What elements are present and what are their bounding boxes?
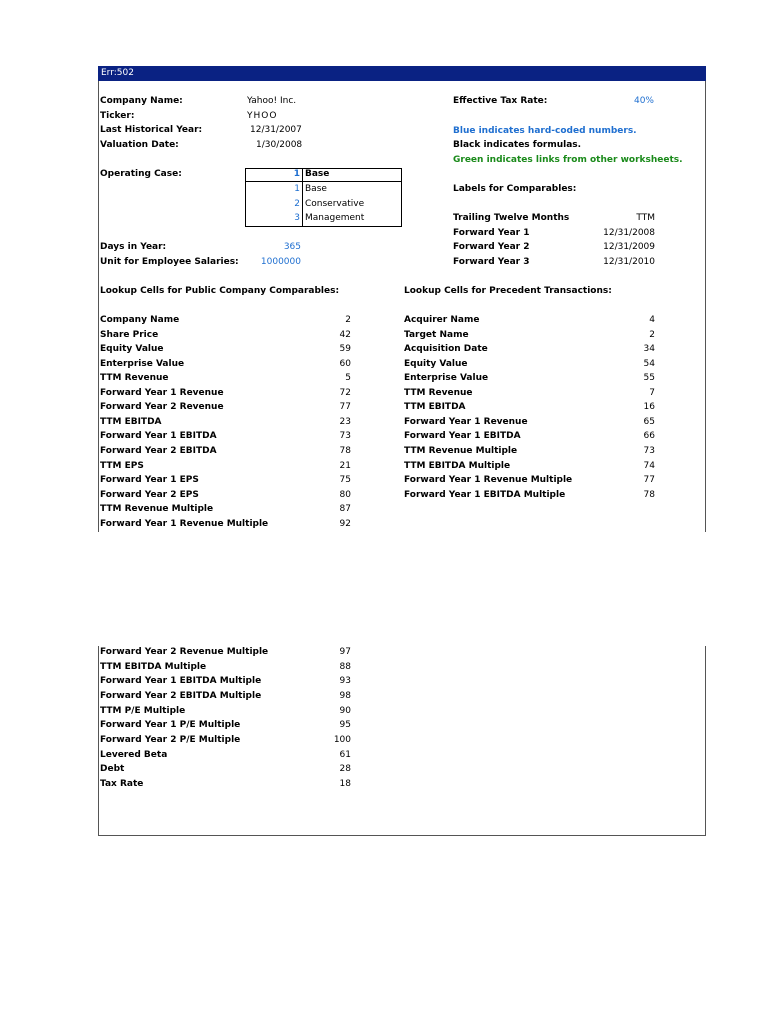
row-value[interactable]: 55	[643, 373, 655, 384]
operating-option-name: Conservative	[305, 199, 365, 209]
row-label: Forward Year 2 Revenue Multiple	[100, 647, 269, 657]
row-value[interactable]: 54	[643, 358, 655, 369]
row-value[interactable]: 78	[643, 489, 655, 500]
row-value[interactable]: 72	[339, 387, 351, 398]
row-value[interactable]: 59	[339, 344, 351, 355]
row-label: TTM Revenue Multiple	[404, 445, 518, 456]
valuation-date-label: Valuation Date:	[100, 140, 179, 150]
row-label: Forward Year 2 EPS	[100, 489, 199, 500]
row-label: Forward Year 1 Revenue	[100, 387, 224, 398]
row-label: Equity Value	[100, 344, 164, 355]
row-value[interactable]: 90	[339, 705, 351, 716]
row-label: TTM EBITDA Multiple	[100, 661, 207, 672]
row-label: Levered Beta	[100, 749, 168, 760]
row-value[interactable]: 73	[339, 431, 351, 442]
error-header-bar: Err:502	[98, 66, 706, 81]
operating-case-selected-num[interactable]: 1	[293, 169, 300, 179]
company-name-label: Company Name:	[100, 96, 183, 106]
row-label: Forward Year 1 Revenue	[404, 416, 528, 427]
row-label: TTM Revenue	[404, 387, 473, 398]
row-label: TTM P/E Multiple	[100, 705, 186, 716]
row-label: Forward Year 3	[453, 256, 530, 267]
row-value[interactable]: 75	[339, 475, 351, 486]
row-value[interactable]: 28	[339, 764, 351, 775]
row-label: TTM EBITDA	[100, 416, 162, 427]
row-value[interactable]: 21	[339, 460, 351, 471]
row-value[interactable]: 4	[649, 315, 655, 325]
row-value[interactable]: 5	[345, 373, 351, 384]
row-value[interactable]: 73	[643, 445, 655, 456]
row-value[interactable]: 92	[339, 518, 351, 529]
tax-rate-value[interactable]: 40%	[633, 96, 654, 106]
row-label: Forward Year 2 EBITDA	[100, 445, 217, 456]
row-label: Trailing Twelve Months	[453, 213, 570, 223]
row-value[interactable]: 88	[339, 661, 351, 672]
row-label: TTM EPS	[100, 460, 144, 471]
last-year-label: Last Historical Year:	[100, 125, 203, 135]
row-value[interactable]: 16	[643, 402, 655, 413]
tax-rate-label: Effective Tax Rate:	[453, 96, 548, 106]
row-value[interactable]: 78	[339, 445, 351, 456]
legend-black: Black indicates formulas.	[453, 140, 582, 150]
row-value[interactable]: 98	[339, 690, 351, 701]
row-label: TTM EBITDA Multiple	[404, 460, 511, 471]
row-value[interactable]: 100	[333, 734, 351, 745]
row-label: Tax Rate	[100, 778, 144, 789]
row-value[interactable]: 77	[339, 402, 351, 413]
row-label: Acquisition Date	[404, 344, 488, 355]
row-value[interactable]: 23	[339, 416, 351, 427]
row-label: Target Name	[404, 329, 469, 340]
row-label: Forward Year 1 EBITDA	[404, 431, 521, 442]
row-value[interactable]: 60	[339, 358, 351, 369]
row-value[interactable]: 74	[643, 460, 655, 471]
row-label: Forward Year 1 EBITDA Multiple	[100, 676, 262, 687]
row-label: Forward Year 1 EPS	[100, 475, 199, 486]
row-value[interactable]: 93	[339, 676, 351, 687]
row-label: TTM Revenue Multiple	[100, 504, 214, 515]
row-value[interactable]: 12/31/2008	[603, 227, 655, 238]
row-label: Forward Year 2 EBITDA Multiple	[100, 690, 262, 701]
operating-option-name: Management	[305, 213, 365, 223]
operating-option-num: 1	[294, 184, 300, 194]
ticker-value[interactable]: YHOO	[247, 111, 278, 121]
row-label: Enterprise Value	[100, 358, 185, 369]
row-label: Equity Value	[404, 358, 468, 369]
row-label: Forward Year 1 P/E Multiple	[100, 720, 241, 731]
valuation-date-value[interactable]: 1/30/2008	[256, 140, 303, 150]
row-value[interactable]: 80	[339, 489, 351, 500]
row-label: TTM EBITDA	[404, 402, 466, 413]
operating-option-num: 2	[294, 199, 300, 209]
last-year-value[interactable]: 12/31/2007	[250, 125, 302, 135]
company-name-value[interactable]: Yahoo! Inc.	[247, 96, 297, 106]
row-value[interactable]: 65	[643, 416, 655, 427]
row-value[interactable]: 61	[339, 749, 351, 760]
row-label: Company Name	[100, 315, 180, 325]
salaries-unit-value[interactable]: 1000000	[260, 257, 301, 267]
operating-case-label: Operating Case:	[100, 169, 182, 179]
ticker-label: Ticker:	[100, 111, 135, 121]
row-label: Acquirer Name	[404, 315, 480, 325]
row-value[interactable]: 95	[339, 720, 351, 731]
legend-green: Green indicates links from other worksheets.	[453, 155, 683, 165]
row-label: Forward Year 1 Revenue Multiple	[404, 475, 573, 486]
row-value[interactable]: 66	[643, 431, 655, 442]
operating-case-divider	[302, 168, 303, 227]
labels-title: Labels for Comparables:	[453, 184, 577, 194]
precedent-title: Lookup Cells for Precedent Transactions:	[404, 286, 612, 296]
row-label: Forward Year 1 EBITDA	[100, 431, 217, 442]
operating-option-num: 3	[294, 213, 300, 223]
row-value[interactable]: 34	[643, 344, 655, 355]
row-label: Forward Year 1 EBITDA Multiple	[404, 489, 566, 500]
public-comps-title: Lookup Cells for Public Company Comparables:	[100, 286, 340, 296]
operating-case-selected-name: Base	[305, 169, 330, 179]
row-label: Forward Year 1 Revenue Multiple	[100, 518, 269, 529]
salaries-unit-label: Unit for Employee Salaries:	[100, 257, 239, 267]
legend-blue: Blue indicates hard-coded numbers.	[453, 126, 637, 136]
row-value[interactable]: 2	[345, 315, 351, 325]
row-label: Forward Year 2 Revenue	[100, 402, 224, 413]
row-value[interactable]: TTM	[636, 213, 655, 223]
row-value[interactable]: 97	[339, 647, 351, 657]
row-label: Share Price	[100, 329, 159, 340]
row-label: Forward Year 2 P/E Multiple	[100, 734, 241, 745]
row-value[interactable]: 7	[649, 387, 655, 398]
row-label: Enterprise Value	[404, 373, 489, 384]
row-label: Debt	[100, 764, 125, 775]
row-label: Forward Year 1	[453, 227, 530, 238]
row-value[interactable]: 77	[643, 475, 655, 486]
row-value[interactable]: 87	[339, 504, 351, 515]
days-in-year-value[interactable]: 365	[283, 242, 301, 252]
row-label: Forward Year 2	[453, 242, 530, 253]
operating-option-name: Base	[305, 184, 327, 194]
row-value[interactable]: 42	[339, 329, 351, 340]
row-value[interactable]: 2	[649, 329, 655, 340]
row-label: TTM Revenue	[100, 373, 169, 384]
row-value[interactable]: 18	[339, 778, 351, 789]
row-value[interactable]: 12/31/2009	[603, 242, 655, 253]
days-in-year-label: Days in Year:	[100, 242, 167, 252]
row-value[interactable]: 12/31/2010	[603, 256, 655, 267]
